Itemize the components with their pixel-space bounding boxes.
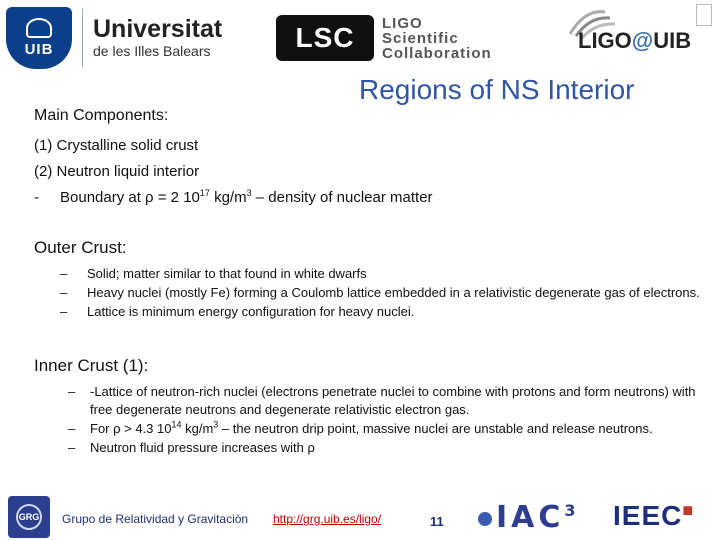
footer-group-name: Grupo de Relatividad y Gravitación [62, 512, 249, 526]
ieec-mark-icon: ■ [682, 500, 695, 520]
uib-subtitle: de les Illes Balears [93, 43, 211, 59]
boundary-item: - Boundary at ρ = 2 $10^{17}$ $kg/m^3$ – density of nuclear matter [34, 185, 433, 211]
outer-crust-heading: Outer Crust: [34, 238, 127, 257]
outer-crust-list [60, 265, 710, 322]
iac-dot-icon [478, 512, 492, 526]
lsc-line3: Collaboration [382, 44, 492, 62]
lsc-abbr: LSC [276, 15, 374, 61]
main-item-2: (2) Neutron liquid interior [34, 163, 200, 180]
list-item: – Heavy nuclei (mostly Fe) forming a Coulomb lattice embedded in a relativistic degenerate gas of electrons. [60, 285, 700, 300]
list-item: – Lattice is minimum energy configuration for heavy nuclei. [60, 304, 415, 319]
lsc-line2: Scientific [382, 29, 459, 47]
iac3-logo: IAC$^3$ [478, 500, 608, 536]
ligo-uib-logo [556, 2, 716, 68]
ligo-corner-box [696, 4, 712, 26]
footer-link[interactable]: http://grg.uib.es/ligo/ [273, 512, 382, 526]
ligo-at: @ [631, 28, 654, 53]
grg-ring-icon [16, 504, 42, 530]
slide-title: Regions of NS Interior [359, 74, 635, 105]
list-item: – For ρ > 4.3 $10^{14}$ $kg/m^3$ – the neutron drip point, massive nuclei are unstable and release neutrons. [68, 419, 653, 436]
lsc-line1: LIGO [382, 14, 423, 32]
list-item: – -Lattice of neutron-rich nuclei (electrons penetrate nuclei to combine with protons and form neutrons) with free degenerate neutrons and degenerate relativistic electron gas. [68, 384, 696, 417]
inner-crust-list [68, 383, 708, 458]
ligo-uib-word: UIB [653, 28, 692, 53]
main-components-heading: Main Components: [34, 107, 169, 124]
ligo-word: LIGO [578, 28, 632, 53]
grg-abbr: GRG [18, 512, 40, 522]
main-components-list [34, 133, 433, 211]
list-item: – Solid; matter similar to that found in white dwarfs [60, 266, 367, 281]
grg-logo [8, 496, 50, 538]
list-item: – Neutron fluid pressure increases with ρ [68, 440, 315, 455]
main-item-1: (1) Crystalline solid crust [34, 137, 199, 154]
uib-shield-icon [6, 7, 72, 69]
boundary-dash: - [34, 189, 39, 206]
page-number: 11 [430, 514, 444, 529]
uib-abbr: UIB [24, 41, 54, 58]
ieec-logo: IEEC■ [613, 500, 695, 531]
uib-name: Universitat [93, 15, 223, 43]
uib-divider [82, 9, 83, 67]
footer [0, 494, 720, 540]
uib-logo [6, 4, 246, 72]
lsc-logo [276, 10, 512, 66]
inner-crust-heading: Inner Crust (1): [34, 356, 149, 375]
